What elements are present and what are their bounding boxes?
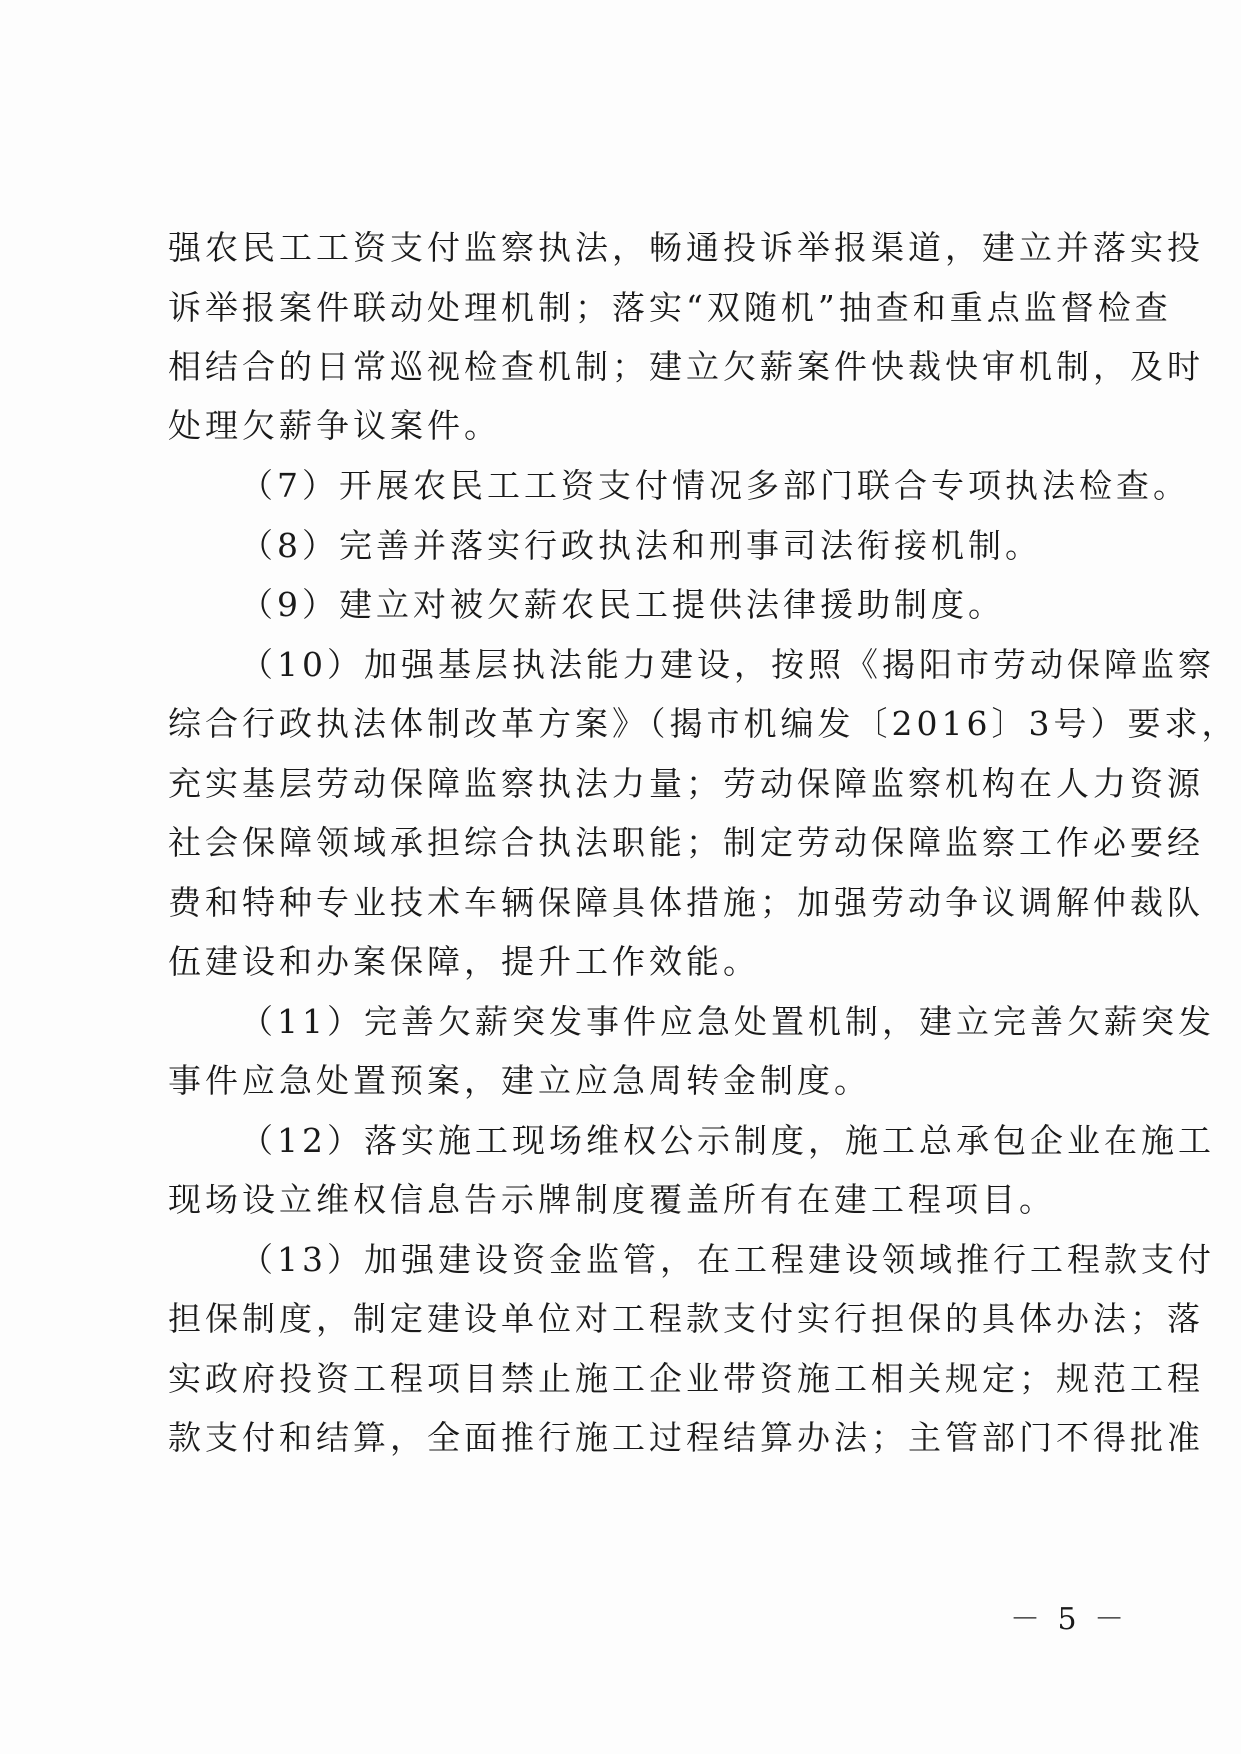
page-number: － 5 － [1010, 1602, 1129, 1637]
paragraph-item-11: （11）完善欠薪突发事件应急处置机制，建立完善欠薪突发 [240, 1002, 1215, 1041]
body-text-line: 款支付和结算，全面推行施工过程结算办法；主管部门不得批准 [168, 1418, 1204, 1457]
paragraph-item-12: （12）落实施工现场维权公示制度，施工总承包企业在施工 [240, 1121, 1215, 1160]
body-text-line: 实政府投资工程项目禁止施工企业带资施工相关规定；规范工程 [168, 1359, 1204, 1398]
paragraph-item-8: （8）完善并落实行政执法和刑事司法衔接机制。 [240, 526, 1042, 565]
paragraph-item-10: （10）加强基层执法能力建设，按照《揭阳市劳动保障监察 [240, 645, 1215, 684]
paragraph-item-13: （13）加强建设资金监管，在工程建设领域推行工程款支付 [240, 1240, 1215, 1279]
body-text-line: 综合行政执法体制改革方案》（揭市机编发〔2016〕3号）要求， [168, 704, 1239, 743]
body-text-line: 相结合的日常巡视检查机制；建立欠薪案件快裁快审机制，及时 [168, 347, 1204, 386]
body-text-line: 伍建设和办案保障，提升工作效能。 [168, 942, 760, 981]
body-text-line: 诉举报案件联动处理机制；落实“双随机”抽查和重点监督检查 [168, 288, 1172, 327]
body-text-line: 担保制度，制定建设单位对工程款支付实行担保的具体办法；落 [168, 1299, 1204, 1338]
paragraph-item-7: （7）开展农民工工资支付情况多部门联合专项执法检查。 [240, 466, 1190, 505]
body-text-line: 现场设立维权信息告示牌制度覆盖所有在建工程项目。 [168, 1180, 1056, 1219]
paragraph-item-9: （9）建立对被欠薪农民工提供法律援助制度。 [240, 585, 1005, 624]
body-text-line: 强农民工工资支付监察执法，畅通投诉举报渠道，建立并落实投 [168, 228, 1204, 267]
body-text-line: 充实基层劳动保障监察执法力量；劳动保障监察机构在人力资源 [168, 764, 1204, 803]
body-text-line: 处理欠薪争议案件。 [168, 406, 501, 445]
body-text-line: 费和特种专业技术车辆保障具体措施；加强劳动争议调解仲裁队 [168, 883, 1204, 922]
body-text-line: 社会保障领域承担综合执法职能；制定劳动保障监察工作必要经 [168, 823, 1204, 862]
body-text-line: 事件应急处置预案，建立应急周转金制度。 [168, 1061, 871, 1100]
